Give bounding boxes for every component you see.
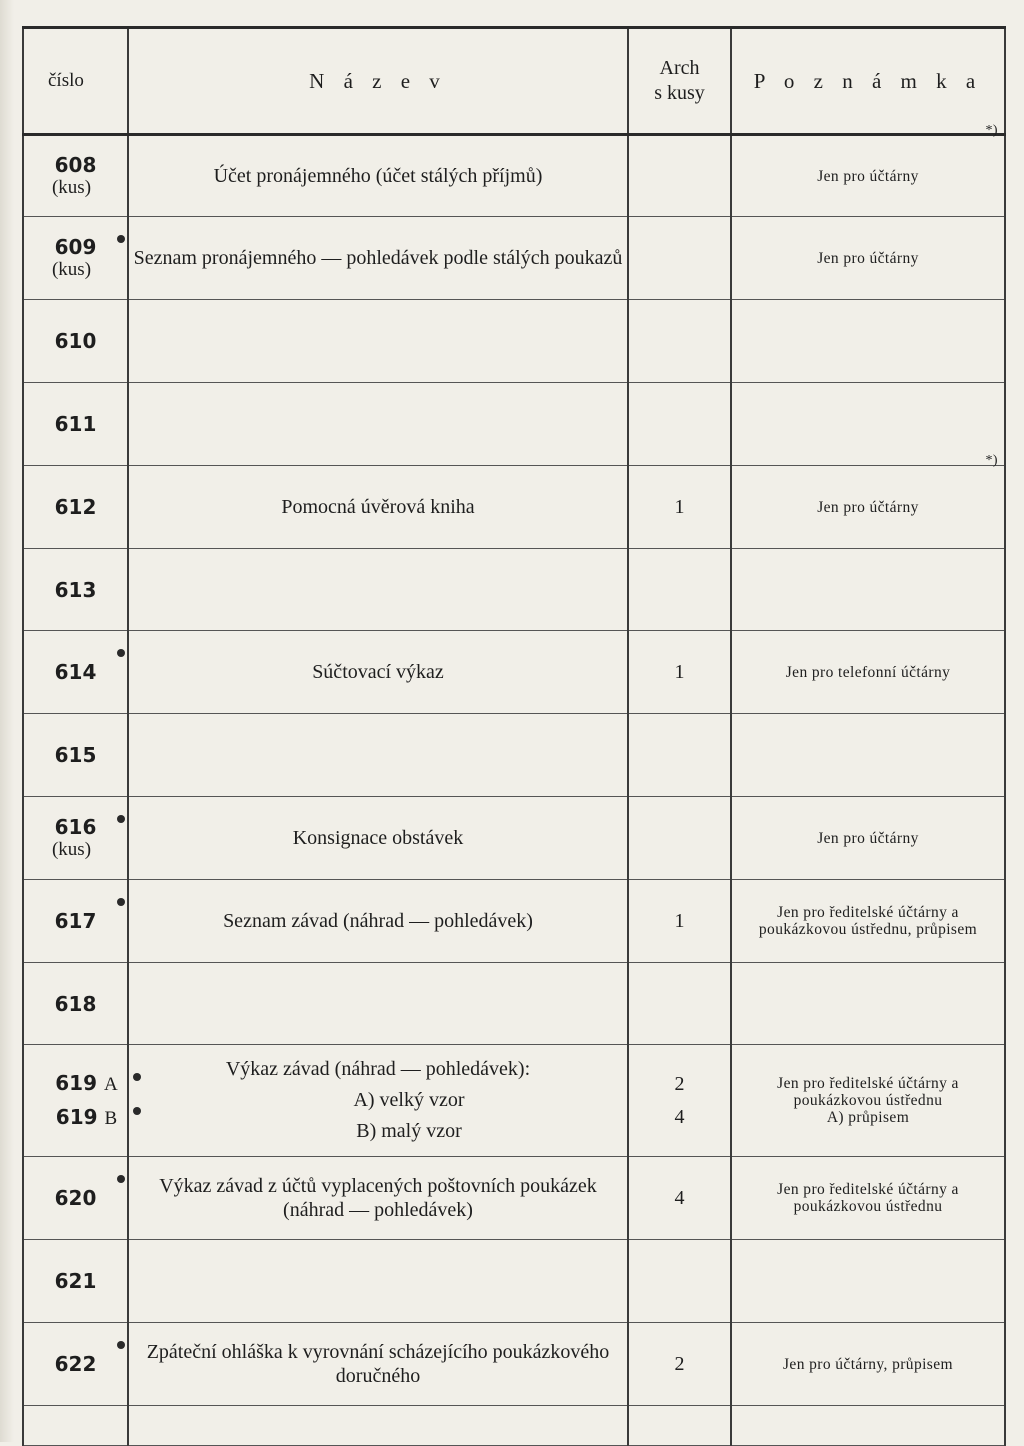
marker-dot-icon bbox=[117, 815, 125, 823]
form-number-b bbox=[50, 1101, 123, 1135]
note-cell bbox=[731, 453, 1005, 549]
form-name-heading: Výkaz závad (náhrad — pohledávek): bbox=[225, 1058, 531, 1080]
row-number-cell bbox=[23, 714, 128, 797]
note-empty bbox=[731, 383, 1005, 466]
form-number: 618 bbox=[54, 991, 97, 1016]
form-number: 619 bbox=[55, 1104, 98, 1129]
footnote-mark: *) bbox=[985, 453, 998, 468]
form-number-a bbox=[50, 1067, 123, 1101]
header-nazev: N á z e v bbox=[128, 28, 628, 135]
form-number: 620 bbox=[54, 1186, 97, 1210]
form-number: 612 bbox=[54, 495, 97, 519]
arch-count: 1 bbox=[628, 880, 731, 963]
form-name-empty bbox=[128, 549, 628, 631]
marker-dot-icon bbox=[133, 1107, 141, 1115]
form-number: 613 bbox=[54, 577, 97, 602]
note-empty bbox=[731, 1406, 1005, 1446]
row-number-cell bbox=[23, 963, 128, 1045]
note-cell bbox=[731, 123, 1005, 217]
kus-label: (kus) bbox=[51, 839, 92, 860]
note-text: Jen pro ředitelské účtárny a poukázkovou ústřednu bbox=[777, 1075, 959, 1109]
note-empty bbox=[731, 300, 1005, 383]
form-number: 610 bbox=[54, 329, 97, 353]
form-name: Pomocná úvěrová kniha bbox=[128, 466, 628, 549]
footnote-mark: *) bbox=[985, 123, 998, 138]
table-row bbox=[23, 1045, 1005, 1157]
row-number-cell bbox=[23, 631, 128, 714]
note-empty bbox=[731, 963, 1005, 1045]
form-name: Výkaz závad z účtů vyplacených poštovních poukázek (náhrad — pohledávek) bbox=[128, 1157, 628, 1240]
table-row bbox=[23, 217, 1005, 300]
row-number-cell bbox=[23, 549, 128, 631]
variant-suffix: B bbox=[104, 1107, 118, 1129]
form-name-empty bbox=[128, 383, 628, 466]
forms-table bbox=[22, 26, 1006, 1446]
form-number: 619 bbox=[55, 1070, 98, 1095]
table-row bbox=[23, 880, 1005, 963]
row-number-cell bbox=[23, 797, 128, 880]
note-text: Jen pro ředitelské účtárny a poukázkovou ústřednu, průpisem bbox=[731, 880, 1005, 963]
table-row bbox=[23, 631, 1005, 714]
note-cell bbox=[731, 1045, 1005, 1157]
note-subtext: A) průpisem bbox=[826, 1109, 910, 1126]
note-text: Jen pro účtárny, průpisem bbox=[731, 1323, 1005, 1406]
form-number: 611 bbox=[54, 412, 97, 436]
table-row bbox=[23, 1157, 1005, 1240]
form-name-empty bbox=[128, 714, 628, 797]
arch-empty bbox=[628, 383, 731, 466]
form-number: 621 bbox=[54, 1269, 97, 1293]
arch-count: 2 bbox=[628, 1323, 731, 1406]
form-number: 615 bbox=[54, 743, 97, 767]
kus-label: (kus) bbox=[51, 259, 92, 280]
arch-count bbox=[628, 797, 731, 880]
note-text: Jen pro účtárny bbox=[817, 498, 919, 516]
note-empty bbox=[731, 1240, 1005, 1323]
note-empty bbox=[731, 549, 1005, 631]
form-name-empty bbox=[128, 1240, 628, 1323]
form-name-variant-b: B) malý vzor bbox=[356, 1120, 462, 1142]
note-text: Jen pro účtárny bbox=[817, 167, 919, 185]
header-arch-line1: Arch bbox=[659, 57, 700, 79]
table-row bbox=[23, 1323, 1005, 1406]
form-number: 622 bbox=[54, 1352, 97, 1376]
kus-label: (kus) bbox=[51, 177, 92, 198]
arch-empty bbox=[628, 963, 731, 1045]
table-row bbox=[23, 797, 1005, 880]
form-name-empty bbox=[128, 300, 628, 383]
form-name-empty bbox=[128, 1406, 628, 1446]
note-text: Jen pro účtárny bbox=[731, 217, 1005, 300]
form-name: Seznam pronájemného — pohledávek podle stálých poukazů bbox=[128, 217, 628, 300]
form-name: Súčtovací výkaz bbox=[128, 631, 628, 714]
marker-dot-icon bbox=[117, 235, 125, 243]
table-row bbox=[23, 300, 1005, 383]
table-row bbox=[23, 714, 1005, 797]
table-row bbox=[23, 1240, 1005, 1323]
arch-empty bbox=[628, 1406, 731, 1446]
row-number-cell bbox=[23, 1045, 128, 1157]
table-row bbox=[23, 549, 1005, 631]
row-number-cell bbox=[23, 880, 128, 963]
row-number-cell bbox=[23, 1240, 128, 1323]
marker-dot-icon bbox=[117, 898, 125, 906]
row-number-cell bbox=[23, 300, 128, 383]
form-number: 608 bbox=[54, 153, 97, 177]
form-name-cell bbox=[128, 1045, 628, 1157]
arch-count: 4 bbox=[628, 1157, 731, 1240]
form-name-empty bbox=[128, 963, 628, 1045]
form-name-variant-a: A) velký vzor bbox=[353, 1089, 465, 1111]
form-number: 616 bbox=[54, 815, 97, 839]
header-arch bbox=[628, 28, 731, 135]
arch-empty bbox=[628, 714, 731, 797]
row-number-cell bbox=[23, 217, 128, 300]
table-row bbox=[23, 383, 1005, 466]
marker-dot-icon bbox=[117, 649, 125, 657]
arch-empty bbox=[628, 1240, 731, 1323]
header-arch-line2: s kusy bbox=[654, 82, 705, 104]
marker-dot-icon bbox=[133, 1073, 141, 1081]
scan-edge bbox=[0, 0, 14, 1442]
row-number-cell bbox=[23, 1157, 128, 1240]
table-row bbox=[23, 963, 1005, 1045]
num-empty bbox=[23, 1406, 128, 1446]
header-cislo: číslo bbox=[23, 28, 128, 135]
header-poznamka: P o z n á m k a bbox=[731, 28, 1005, 135]
form-number: 609 bbox=[54, 235, 97, 259]
form-number: 614 bbox=[54, 660, 97, 684]
arch-count: 1 bbox=[628, 466, 731, 549]
header-row bbox=[23, 28, 1005, 135]
arch-empty bbox=[628, 300, 731, 383]
table-row bbox=[23, 466, 1005, 549]
arch-count bbox=[628, 135, 731, 217]
form-name: Zpáteční ohláška k vyrovnání scházejícího poukázkového doručného bbox=[128, 1323, 628, 1406]
note-text: Jen pro ředitelské účtárny a poukázkovou ústřednu bbox=[731, 1157, 1005, 1240]
note-text: Jen pro účtárny bbox=[731, 797, 1005, 880]
marker-dot-icon bbox=[117, 1175, 125, 1183]
row-number-cell bbox=[23, 135, 128, 217]
row-number-cell bbox=[23, 1323, 128, 1406]
marker-dot-icon bbox=[117, 1341, 125, 1349]
arch-count-a: 2 bbox=[674, 1072, 685, 1095]
arch-count: 1 bbox=[628, 631, 731, 714]
arch-count bbox=[628, 217, 731, 300]
variant-suffix: A bbox=[103, 1073, 118, 1095]
form-name: Konsignace obstávek bbox=[128, 797, 628, 880]
arch-empty bbox=[628, 549, 731, 631]
arch-count-b: 4 bbox=[674, 1105, 685, 1128]
row-number-cell bbox=[23, 466, 128, 549]
note-text: Jen pro telefonní účtárny bbox=[731, 631, 1005, 714]
table-row bbox=[23, 135, 1005, 217]
table-row-continuation bbox=[23, 1406, 1005, 1446]
form-name: Seznam závad (náhrad — pohledávek) bbox=[128, 880, 628, 963]
form-name: Účet pronájemného (účet stálých příjmů) bbox=[128, 135, 628, 217]
row-number-cell bbox=[23, 383, 128, 466]
form-number: 617 bbox=[54, 909, 97, 933]
arch-count-cell bbox=[628, 1045, 731, 1157]
note-empty bbox=[731, 714, 1005, 797]
